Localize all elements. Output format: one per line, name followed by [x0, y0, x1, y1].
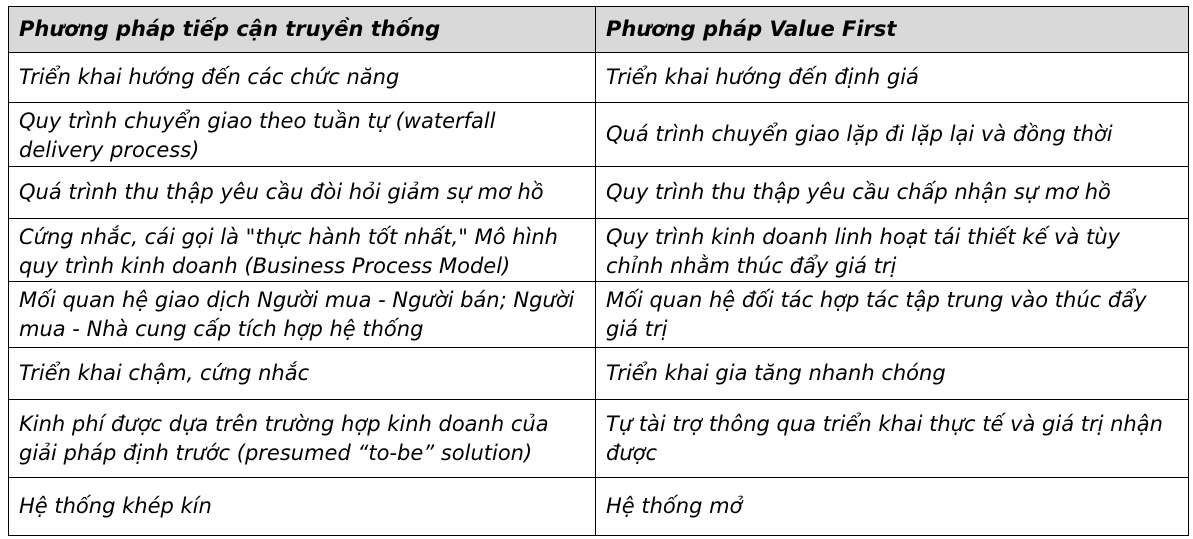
cell-traditional: Mối quan hệ giao dịch Người mua - Người bán; Người mua - Nhà cung cấp tích hợp hệ thống: [9, 282, 596, 348]
cell-value-first: Quá trình chuyển giao lặp đi lặp lại và đồng thời: [596, 103, 1189, 167]
table-row: [9, 103, 1189, 167]
cell-value-first: Quy trình thu thập yêu cầu chấp nhận sự mơ hồ: [596, 167, 1189, 219]
comparison-table-container: [8, 6, 1188, 536]
table-row: [9, 348, 1189, 400]
table-row: [9, 400, 1189, 478]
cell-value-first: Quy trình kinh doanh linh hoạt tái thiết kế và tùy chỉnh nhằm thúc đẩy giá trị: [596, 219, 1189, 282]
comparison-table: [8, 6, 1189, 536]
table-row: [9, 167, 1189, 219]
cell-traditional: Triển khai chậm, cứng nhắc: [9, 348, 596, 400]
cell-value-first: Triển khai hướng đến định giá: [596, 53, 1189, 103]
cell-value-first: Mối quan hệ đối tác hợp tác tập trung vào thúc đẩy giá trị: [596, 282, 1189, 348]
cell-value-first: Hệ thống mở: [596, 478, 1189, 536]
table-row: [9, 219, 1189, 282]
cell-traditional: Triển khai hướng đến các chức năng: [9, 53, 596, 103]
header-value-first: Phương pháp Value First: [596, 7, 1189, 53]
table-row: [9, 478, 1189, 536]
cell-traditional: Cứng nhắc, cái gọi là "thực hành tốt nhất," Mô hình quy trình kinh doanh (Business Process Model): [9, 219, 596, 282]
cell-value-first: Triển khai gia tăng nhanh chóng: [596, 348, 1189, 400]
cell-value-first: Tự tài trợ thông qua triển khai thực tế và giá trị nhận được: [596, 400, 1189, 478]
cell-traditional: Hệ thống khép kín: [9, 478, 596, 536]
cell-traditional: Quy trình chuyển giao theo tuần tự (waterfall delivery process): [9, 103, 596, 167]
table-header-row: [9, 7, 1189, 53]
cell-traditional: Kinh phí được dựa trên trường hợp kinh doanh của giải pháp định trước (presumed “to-be” solution): [9, 400, 596, 478]
cell-traditional: Quá trình thu thập yêu cầu đòi hỏi giảm sự mơ hồ: [9, 167, 596, 219]
table-row: [9, 282, 1189, 348]
header-traditional: Phương pháp tiếp cận truyền thống: [9, 7, 596, 53]
table-row: [9, 53, 1189, 103]
